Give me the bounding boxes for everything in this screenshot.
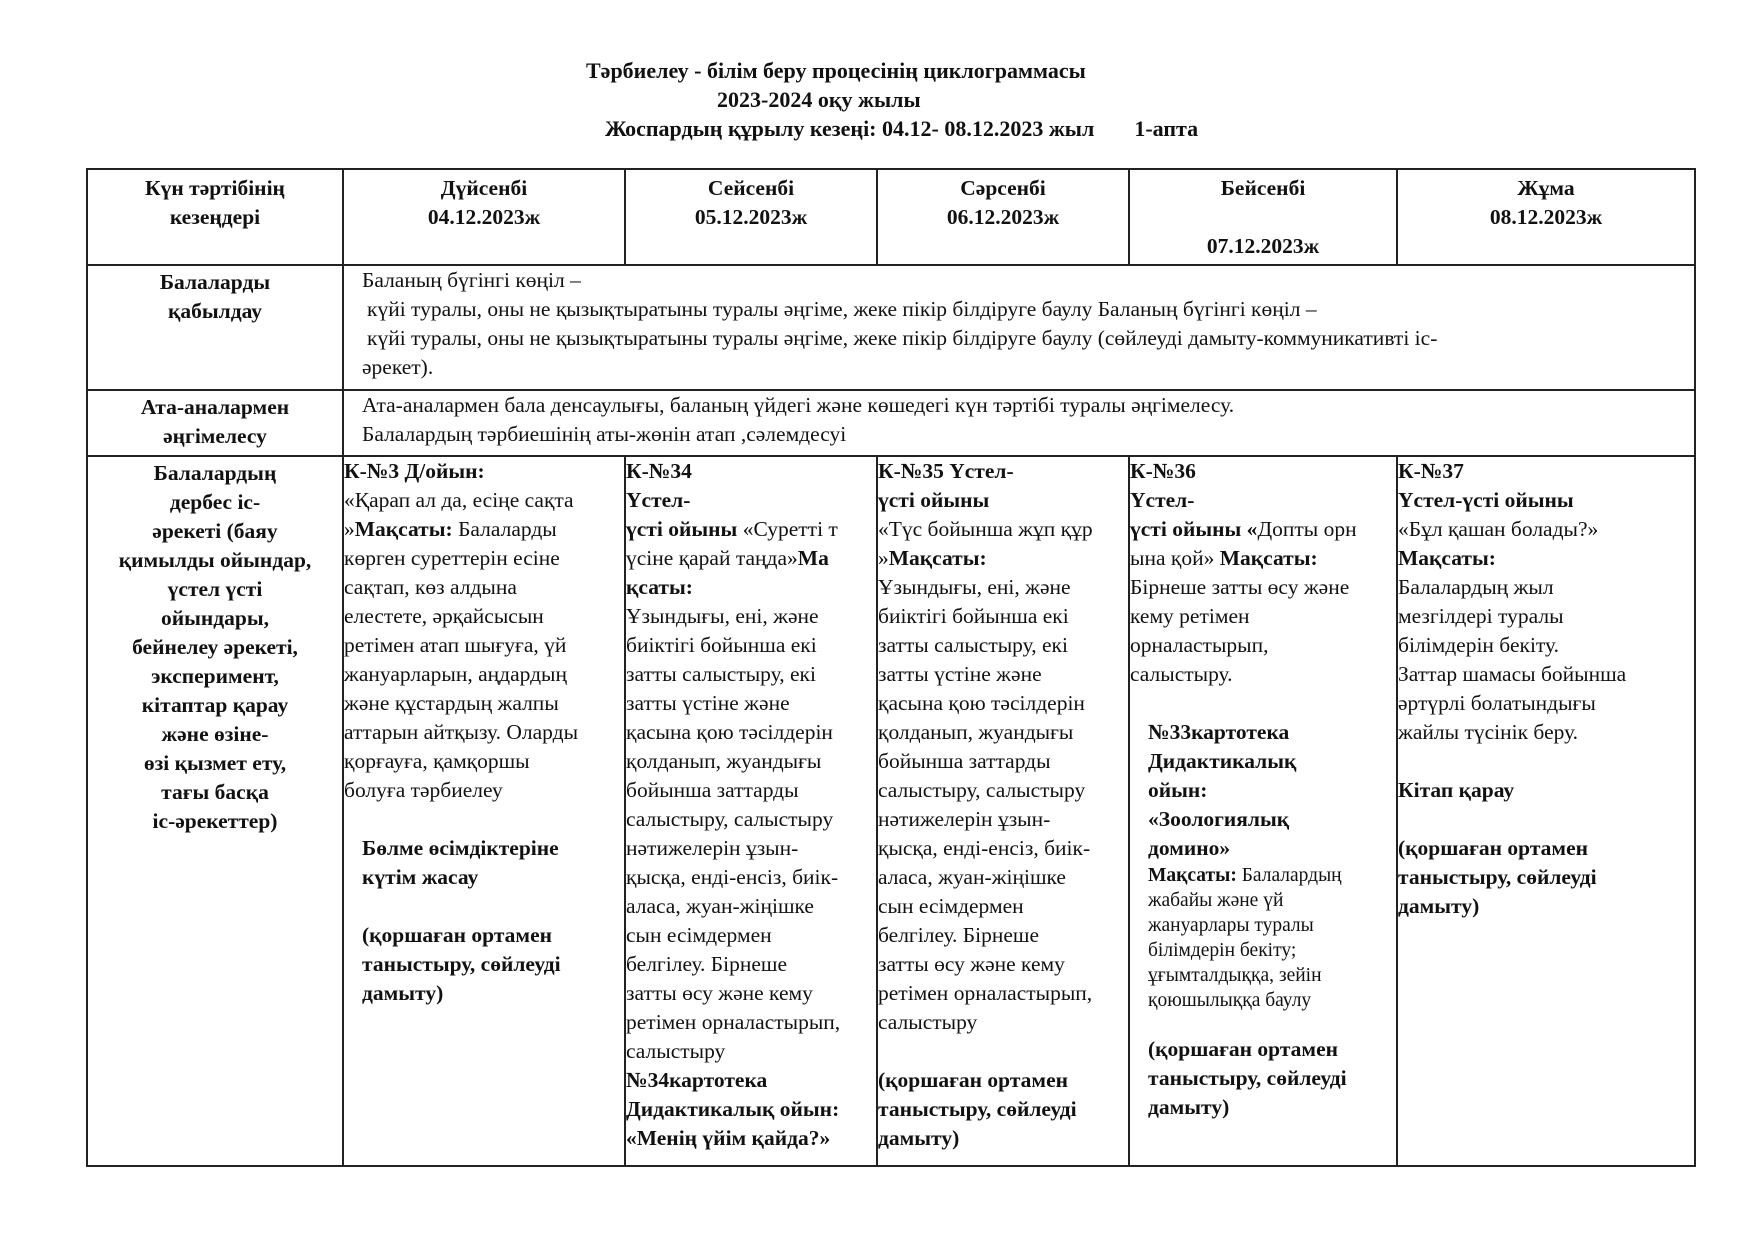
row-activity (87, 456, 1695, 1166)
activity-tuesday: К-№34 Үстел- үсті ойыны «Суретті т үсіне қарай таңда»Ма қсаты: Ұзындығы, ені, және биіктігі бойынша екі затты салыстыру, екі затты үстіне және қасына қою тәсілдерін қолданып, жуандығы бойынша заттарды салыстыру, салыстыру нәтижелерін ұзын- қысқа, енді-енсіз, биік- аласа, жуан-жіңішке сын есімдермен белгілеу. Бірнеше затты өсу және кему ретімен орналастырып, салыстыру №34картотека Дидактикалық ойын: «Менің үйім қайда?» (625, 456, 877, 1166)
activity-friday: К-№37 Үстел-үсті ойыны «Бұл қашан болады?» Мақсаты: Балалардың жыл мезгілдері туралы білімдерін бекіту. Заттар шамасы бойынша әртүрлі болатындығы жайлы түсінік беру. Кітап қарау (қоршаған ортамен таныстыру, сөйлеуді дамыту) (1397, 456, 1695, 1166)
activity-thursday: К-№36 Үстел- үсті ойыны «Допты орн ына қой» Мақсаты: Бірнеше затты өсу және кему ретімен орналастырып, салыстыру. №33картотека Дидактикалық ойын: «Зоологиялық домино» Мақсаты: Балалардың жабайы және үй жануарлары туралы білімдерін бекіту; ұғымталдыққа, зейін қоюшылыққа баулу (қоршаған ортамен таныстыру, сөйлеуді дамыту) (1129, 456, 1397, 1166)
parents-text: Ата-аналармен бала денсаулығы, баланың үйдегі және көшедегі күн тәртібі туралы әңгімелесу. Балалардың тәрбиешінің аты-жөнін атап ,сәлемдесуі (343, 390, 1695, 456)
academic-year: 2023-2024 оқу жылы (717, 87, 921, 112)
week-number: 1-апта (1134, 116, 1199, 141)
header-cell-tuesday: Сейсенбі 05.12.2023ж (625, 169, 877, 265)
header-cell-thursday: Бейсенбі 07.12.2023ж (1129, 169, 1397, 265)
header-cell-wednesday: Сәрсенбі 06.12.2023ж (877, 169, 1129, 265)
row-parents (87, 390, 1695, 456)
header-cell-monday: Дүйсенбі 04.12.2023ж (343, 169, 625, 265)
row-label-parents: Ата-аналармен әңгімелесу (87, 390, 343, 456)
activity-wednesday: К-№35 Үстел- үсті ойыны «Түс бойынша жұп құр »Мақсаты: Ұзындығы, ені, және биіктігі бойынша екі затты салыстыру, екі затты үстіне және қасына қою тәсілдерін қолданып, жуандығы бойынша заттарды салыстыру, салыстыру нәтижелерін ұзын- қысқа, енді-енсіз, биік- аласа, жуан-жіңішке сын есімдермен белгілеу. Бірнеше затты өсу және кему ретімен орналастырып, салыстыру (қоршаған ортамен таныстыру, сөйлеуді дамыту) (877, 456, 1129, 1166)
row-label-activity: Балалардың дербес іс- әрекеті (баяу қимылды ойындар, үстел үсті ойындары, бейнелеу әрекеті, эксперимент, кітаптар қарау және өзіне- өзі қызмет ету, тағы басқа іс-әрекеттер) (87, 456, 343, 1166)
activity-monday: К-№3 Д/ойын: «Қарап ал да, есіңе сақта »Мақсаты: Балаларды көрген суреттерін есіне сақтап, көз алдына елестете, әрқайсысын ретімен атап шығуға, үй жануарларын, аңдардың және құстардың жалпы аттарын айтқызу. Оларды қорғауға, қамқоршы болуға тәрбиелеу Бөлме өсімдіктеріне күтім жасау (қоршаған ортамен таныстыру, сөйлеуді дамыту) (343, 456, 625, 1166)
planning-period: Жоспардың құрылу кезеңі: 04.12- 08.12.2023 жыл 1-апта (605, 116, 1199, 141)
row-label-reception: Балаларды қабылдау (87, 265, 343, 390)
document-title: Тәрбиелеу - білім беру процесінің циклограммасы (586, 58, 1086, 83)
reception-text: Баланың бүгінгі көңіл – күйі туралы, оны не қызықтыратыны туралы әңгіме, жеке пікір білдіруге баулу Баланың бүгінгі көңіл – күйі туралы, оны не қызықтыратыны туралы әңгіме, жеке пікір білдіруге баулу (сөйлеуді дамыту-коммуникативті іс- әрекет). (343, 265, 1695, 390)
row-reception (87, 265, 1695, 390)
header-cell-periods: Күн тәртібінің кезеңдері (87, 169, 343, 265)
table-header-row (87, 169, 1695, 265)
header-cell-friday: Жұма 08.12.2023ж (1397, 169, 1695, 265)
cyclogram-table (86, 168, 1696, 1167)
